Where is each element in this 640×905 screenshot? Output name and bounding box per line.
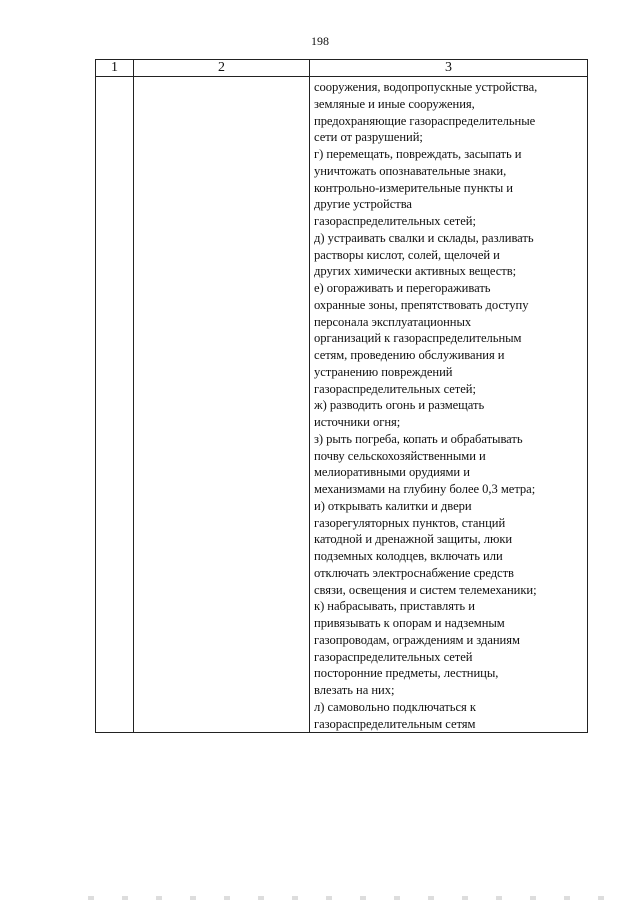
table-cell-col3 bbox=[310, 77, 588, 733]
table-header-row bbox=[96, 60, 588, 77]
text-line: земляные и иные сооружения, bbox=[314, 96, 475, 111]
text-line: почву сельскохозяйственными и bbox=[314, 448, 486, 463]
text-line: газораспределительных сетей; bbox=[314, 214, 476, 228]
text-line: связи, освещения и систем телемеханики; bbox=[314, 582, 537, 597]
text-line: з) рыть погреба, копать и обрабатывать bbox=[314, 431, 523, 446]
table-row bbox=[96, 77, 588, 733]
text-line: сетям, проведению обслуживания и bbox=[314, 348, 505, 362]
text-line: других химически активных веществ; bbox=[314, 264, 517, 279]
text-line: и) открывать калитки и двери bbox=[314, 498, 472, 513]
text-line: л) самовольно подключаться к bbox=[314, 699, 476, 714]
text-line: газораспределительных сетей bbox=[314, 649, 473, 664]
text-line: посторонние предметы, лестницы, bbox=[314, 666, 499, 681]
text-line: организаций к газораспределительным bbox=[314, 331, 522, 346]
text-line: предохраняющие газораспределительные bbox=[314, 113, 536, 128]
text-line: г) перемещать, повреждать, засыпать и bbox=[314, 147, 522, 161]
col3-text-block bbox=[314, 79, 584, 732]
text-line: другие устройства bbox=[314, 197, 412, 212]
text-line: газорегуляторных пунктов, станций bbox=[314, 515, 506, 530]
text-line: газопроводам, ограждениям и зданиям bbox=[314, 632, 520, 647]
text-line: контрольно-измерительные пункты и bbox=[314, 180, 513, 195]
text-line: сооружения, водопропускные устройства, bbox=[314, 80, 538, 94]
table-cell-col2 bbox=[134, 77, 310, 733]
column-header-3: 3 bbox=[310, 60, 588, 77]
text-line: источники огня; bbox=[314, 415, 401, 429]
text-line: мелиоративными орудиями и bbox=[314, 465, 470, 480]
text-line: к) набрасывать, приставлять и bbox=[314, 599, 475, 614]
text-line: е) огораживать и перегораживать bbox=[314, 281, 491, 295]
text-line: персонала эксплуатационных bbox=[314, 314, 472, 329]
text-line: охранные зоны, препятствовать доступу bbox=[314, 297, 529, 312]
column-header-1: 1 bbox=[96, 60, 134, 77]
text-line: отключать электроснабжение средств bbox=[314, 565, 514, 580]
text-line: д) устраивать свалки и склады, разливать bbox=[314, 230, 534, 245]
scan-artifact-dots bbox=[88, 896, 608, 900]
text-line: механизмами на глубину более 0,3 метра; bbox=[314, 482, 536, 496]
text-line: ж) разводить огонь и размещать bbox=[314, 398, 485, 413]
column-header-2: 2 bbox=[134, 60, 310, 77]
table-cell-col1 bbox=[96, 77, 134, 733]
text-line: влезать на них; bbox=[314, 683, 395, 697]
text-line: уничтожать опознавательные знаки, bbox=[314, 163, 507, 178]
text-line: газораспределительным сетям bbox=[314, 716, 476, 731]
text-line: растворы кислот, солей, щелочей и bbox=[314, 247, 500, 262]
text-line: сети от разрушений; bbox=[314, 130, 423, 145]
text-line: устранению повреждений bbox=[314, 364, 453, 379]
page-number: 198 bbox=[311, 34, 329, 48]
text-line: катодной и дренажной защиты, люки bbox=[314, 532, 513, 547]
document-table bbox=[95, 59, 588, 733]
text-line: подземных колодцев, включать или bbox=[314, 549, 503, 563]
text-line: привязывать к опорам и надземным bbox=[314, 616, 505, 630]
text-line: газораспределительных сетей; bbox=[314, 381, 476, 396]
